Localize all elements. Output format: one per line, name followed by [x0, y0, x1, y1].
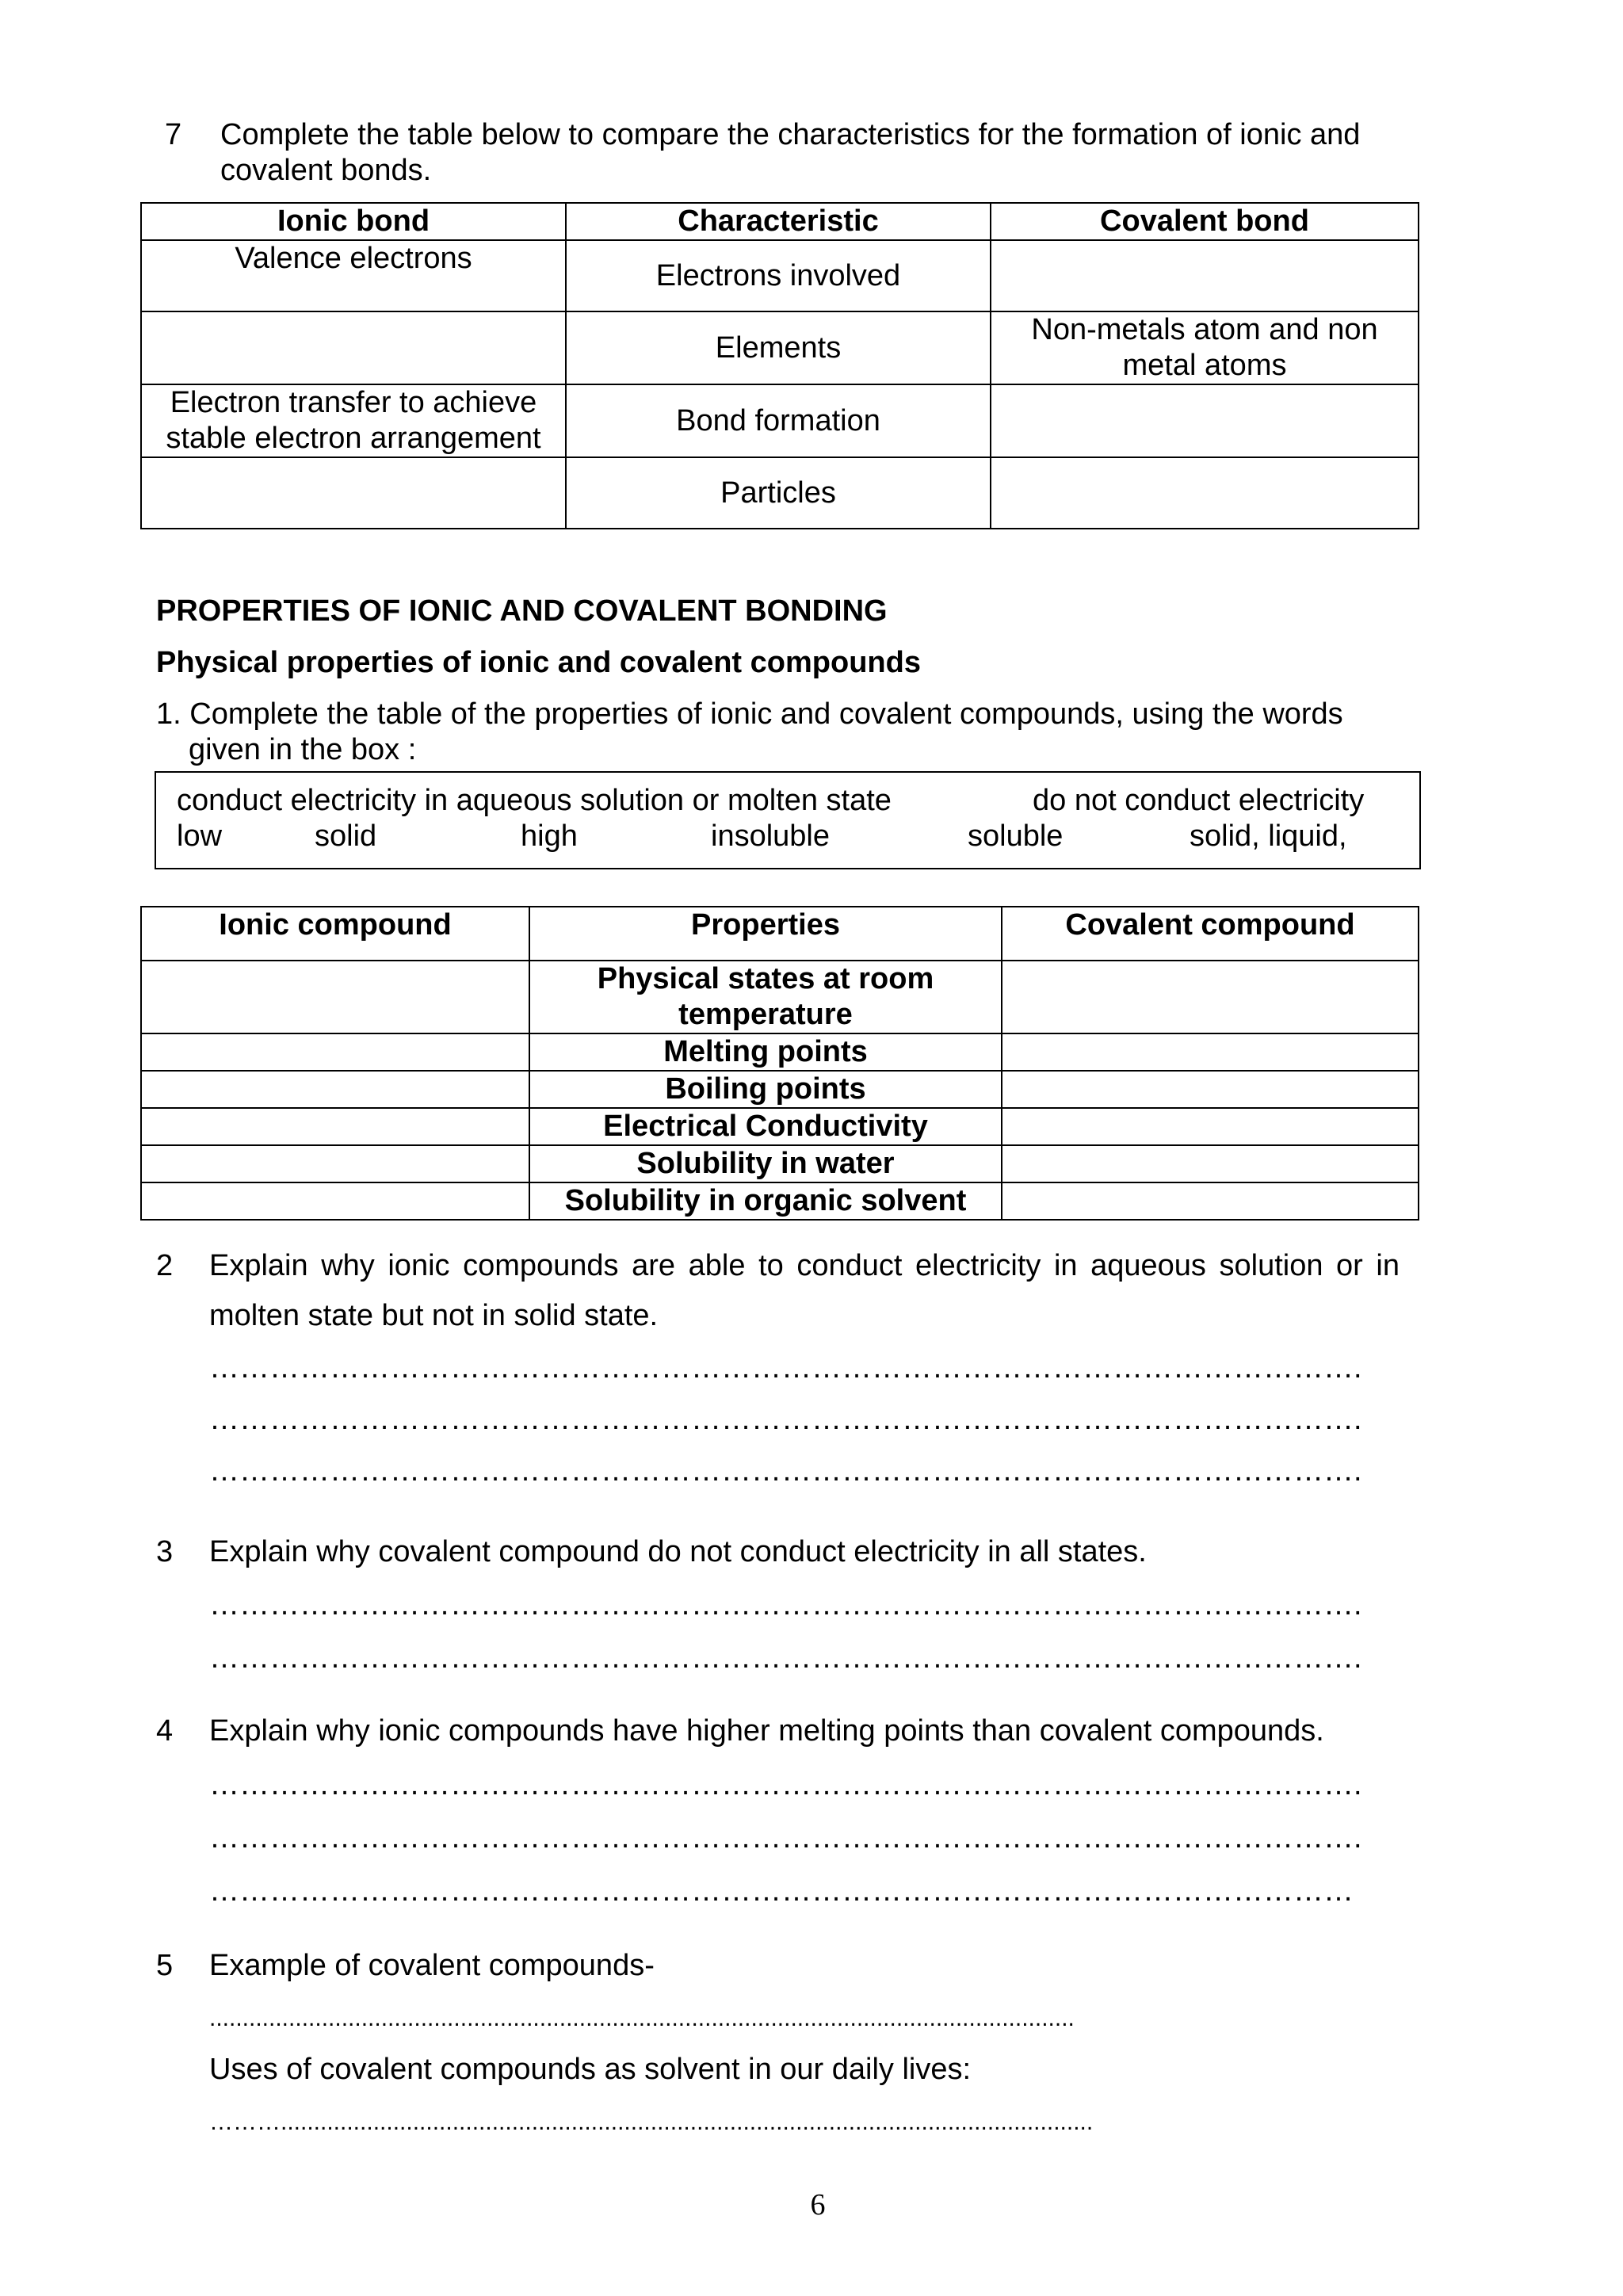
q7-number: 7 — [165, 118, 182, 151]
ionic-answer-cell — [141, 1145, 529, 1182]
q5-uses-text: Uses of covalent compounds as solvent in our daily lives: — [209, 2053, 972, 2086]
header-covalent-bond: Covalent bond — [991, 203, 1419, 240]
covalent-answer-cell — [1002, 1108, 1419, 1145]
header-covalent-compound: Covalent compound — [1002, 907, 1419, 961]
section-heading: PROPERTIES OF IONIC AND COVALENT BONDING — [156, 594, 888, 628]
ionic-cell — [141, 384, 566, 457]
covalent-cell-line2: metal atoms — [1122, 349, 1287, 382]
table-row — [141, 311, 1419, 384]
table-row — [141, 1071, 1419, 1108]
header-ionic-compound: Ionic compound — [141, 907, 529, 961]
answer-line[interactable]: ………........................................................................................................................... — [209, 2109, 1094, 2135]
q5-text: Example of covalent compounds- — [209, 1949, 655, 1982]
q2-text-line1: Explain why ionic compounds are able to conduct electricity in aqueous solution or in — [209, 1249, 1400, 1282]
table-row — [141, 457, 1419, 529]
covalent-cell-line1: Non-metals atom and non — [1031, 313, 1378, 346]
word-option: conduct electricity in aqueous solution or molten state — [177, 784, 892, 817]
answer-line[interactable]: ……………………………………………………………………………………………………. — [209, 1454, 1362, 1488]
ionic-answer-cell — [141, 1033, 529, 1071]
table-row — [141, 1108, 1419, 1145]
property-cell: Electrical Conductivity — [529, 1108, 1002, 1145]
section-subheading: Physical properties of ionic and covalent compounds — [156, 646, 921, 679]
characteristic-cell: Bond formation — [566, 384, 991, 457]
ionic-cell-line2: stable electron arrangement — [166, 422, 541, 455]
q3-number: 3 — [156, 1535, 174, 1568]
word-option: insoluble — [711, 819, 830, 853]
answer-line[interactable]: ……………………………………………………………………………………………………. — [209, 1641, 1362, 1675]
property-cell: Melting points — [529, 1033, 1002, 1071]
ionic-cell-line1: Electron transfer to achieve — [170, 386, 537, 419]
covalent-answer-cell — [1002, 1033, 1419, 1071]
ionic-answer-cell — [141, 457, 566, 529]
answer-line[interactable]: ……………………………………………………………………………………………………. — [209, 1403, 1362, 1436]
answer-line[interactable]: ……………………………………………………………………………………………………. — [209, 1821, 1362, 1855]
covalent-answer-cell — [1002, 961, 1419, 1033]
answer-line[interactable]: ……………………………………………………………………………………………………. — [209, 1351, 1362, 1385]
bond-comparison-table — [140, 202, 1419, 529]
word-option: high — [521, 819, 578, 853]
table-row — [141, 1033, 1419, 1071]
property-cell: Solubility in water — [529, 1145, 1002, 1182]
table-row — [141, 961, 1419, 1033]
header-characteristic: Characteristic — [566, 203, 991, 240]
word-option: solid, liquid, — [1190, 819, 1347, 853]
covalent-answer-cell — [1002, 1182, 1419, 1220]
ionic-answer-cell — [141, 1108, 529, 1145]
q2-number: 2 — [156, 1249, 174, 1282]
header-properties: Properties — [529, 907, 1002, 961]
covalent-answer-cell — [991, 240, 1419, 311]
properties-table — [140, 906, 1419, 1221]
word-option: low — [177, 819, 223, 853]
word-option: do not conduct electricity — [1033, 784, 1365, 817]
q7-text-line2: covalent bonds. — [220, 154, 432, 187]
answer-line[interactable]: ................................................................................................................................... — [209, 2005, 1075, 2031]
covalent-answer-cell — [1002, 1071, 1419, 1108]
table-row — [141, 384, 1419, 457]
ionic-cell: Valence electrons — [141, 240, 566, 311]
property-cell: Boiling points — [529, 1071, 1002, 1108]
q3-text: Explain why covalent compound do not conduct electricity in all states. — [209, 1535, 1147, 1568]
covalent-answer-cell — [1002, 1145, 1419, 1182]
word-option: solid — [315, 819, 377, 853]
characteristic-cell: Particles — [566, 457, 991, 529]
q4-text: Explain why ionic compounds have higher melting points than covalent compounds. — [209, 1714, 1324, 1748]
q1-text-line1: 1. Complete the table of the properties of ionic and covalent compounds, using the words — [156, 697, 1343, 731]
property-line1: Physical states at room — [597, 962, 934, 995]
q1-text-line2: given in the box : — [189, 733, 417, 766]
property-line2: temperature — [678, 998, 853, 1031]
characteristic-cell: Electrons involved — [566, 240, 991, 311]
ionic-answer-cell — [141, 1071, 529, 1108]
q2-text-line2: molten state but not in solid state. — [209, 1299, 659, 1332]
covalent-answer-cell — [991, 384, 1419, 457]
q4-number: 4 — [156, 1714, 174, 1748]
covalent-cell — [991, 311, 1419, 384]
answer-line[interactable]: ……………………………………………………………………………………………………. — [209, 1768, 1362, 1801]
table-row — [141, 240, 1419, 311]
ionic-answer-cell — [141, 961, 529, 1033]
covalent-answer-cell — [991, 457, 1419, 529]
word-option: soluble — [968, 819, 1064, 853]
property-cell: Solubility in organic solvent — [529, 1182, 1002, 1220]
table-row — [141, 1145, 1419, 1182]
word-box — [155, 771, 1421, 869]
header-ionic-bond: Ionic bond — [141, 203, 566, 240]
table-header-row — [141, 203, 1419, 240]
table-header-row — [141, 907, 1419, 961]
ionic-answer-cell — [141, 1182, 529, 1220]
page-number: 6 — [810, 2188, 826, 2222]
ionic-answer-cell — [141, 311, 566, 384]
property-cell — [529, 961, 1002, 1033]
characteristic-cell: Elements — [566, 311, 991, 384]
answer-line[interactable]: ……………………………………………………………………………………………………. — [209, 1588, 1362, 1622]
q7-text-line1: Complete the table below to compare the characteristics for the formation of ionic and — [220, 118, 1361, 151]
answer-line[interactable]: …………………………………………………………………………………………………… — [209, 1874, 1354, 1908]
table-row — [141, 1182, 1419, 1220]
q5-number: 5 — [156, 1949, 174, 1982]
